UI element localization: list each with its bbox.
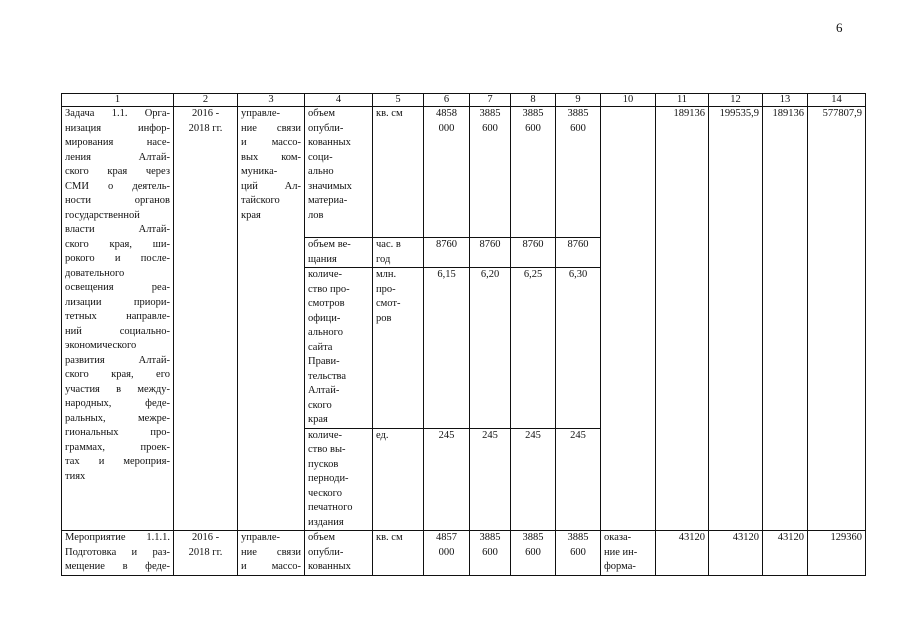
header-cell: 4 [305,94,373,107]
header-cell: 9 [556,94,601,107]
value-cell: 245 [511,428,556,531]
measure-description: Мероприятие 1.1.1. Подготовка и раз- мещение в феде- [62,531,174,576]
header-cell: 2 [174,94,238,107]
indicator-cell: количе- ство вы- пусков перноди- ческого печатного издания [305,428,373,531]
value-cell: 8760 [470,238,511,268]
header-cell: 6 [424,94,470,107]
task-executor: управле- ние связи и массо- вых ком- муника- ций Ал- тайского края [238,107,305,531]
header-cell: 3 [238,94,305,107]
header-cell: 11 [656,94,709,107]
measure-total-12: 43120 [709,531,763,576]
measure-col10: оказа- ние ин- форма- [601,531,656,576]
unit-cell: кв. см [373,531,424,576]
header-cell: 10 [601,94,656,107]
value-cell: 245 [470,428,511,531]
task-col10 [601,107,656,531]
unit-cell: час. в год [373,238,424,268]
value-cell: 3885 600 [511,531,556,576]
measure-total-13: 43120 [763,531,808,576]
value-cell: 8760 [511,238,556,268]
header-cell: 13 [763,94,808,107]
value-cell: 4858 000 [424,107,470,238]
value-cell: 6,20 [470,268,511,429]
measure-executor: управле- ние связи и массо- [238,531,305,576]
table-row [62,107,866,238]
task-total-11: 189136 [656,107,709,531]
indicator-cell: объем ве- щания [305,238,373,268]
value-cell: 3885 600 [556,531,601,576]
task-description: Задача 1.1. Орга- низация инфор- мирования насе- ления Алтай- ского края через СМИ о деятель- ности органов государственной власти Алтай- ского края, ши- рокого и после- довательного освещения реа- лизации приори- тетных направле- ний социально- экономического развития Алтай- ского края, его участия в между- народных, феде- ральных, межре- гиональных про- граммах, проек- тах и мероприя- тиях [62,107,174,531]
value-cell: 3885 600 [511,107,556,238]
indicator-cell: объем опубли- кованных соци- ально значимых материа- лов [305,107,373,238]
indicator-cell: объем опубли- кованных [305,531,373,576]
table-row [62,531,866,576]
value-cell: 6,30 [556,268,601,429]
unit-cell: кв. см [373,107,424,238]
value-cell: 245 [556,428,601,531]
value-cell: 3885 600 [556,107,601,238]
header-cell: 8 [511,94,556,107]
header-row [62,94,866,107]
task-total-14: 577807,9 [808,107,866,531]
program-table [61,93,866,576]
header-cell: 1 [62,94,174,107]
value-cell: 245 [424,428,470,531]
page-number: 6 [836,20,843,35]
task-total-12: 199535,9 [709,107,763,531]
header-cell: 14 [808,94,866,107]
task-period: 2016 - 2018 гг. [174,107,238,531]
value-cell: 8760 [556,238,601,268]
header-cell: 5 [373,94,424,107]
measure-period: 2016 - 2018 гг. [174,531,238,576]
task-total-13: 189136 [763,107,808,531]
unit-cell: млн. про- смот- ров [373,268,424,429]
value-cell: 6,15 [424,268,470,429]
indicator-cell: количе- ство про- смотров офици- ального сайта Прави- тельства Алтай- ского края [305,268,373,429]
value-cell: 6,25 [511,268,556,429]
header-cell: 7 [470,94,511,107]
value-cell: 3885 600 [470,531,511,576]
header-cell: 12 [709,94,763,107]
value-cell: 3885 600 [470,107,511,238]
unit-cell: ед. [373,428,424,531]
measure-total-14: 129360 [808,531,866,576]
measure-total-11: 43120 [656,531,709,576]
value-cell: 4857 000 [424,531,470,576]
value-cell: 8760 [424,238,470,268]
